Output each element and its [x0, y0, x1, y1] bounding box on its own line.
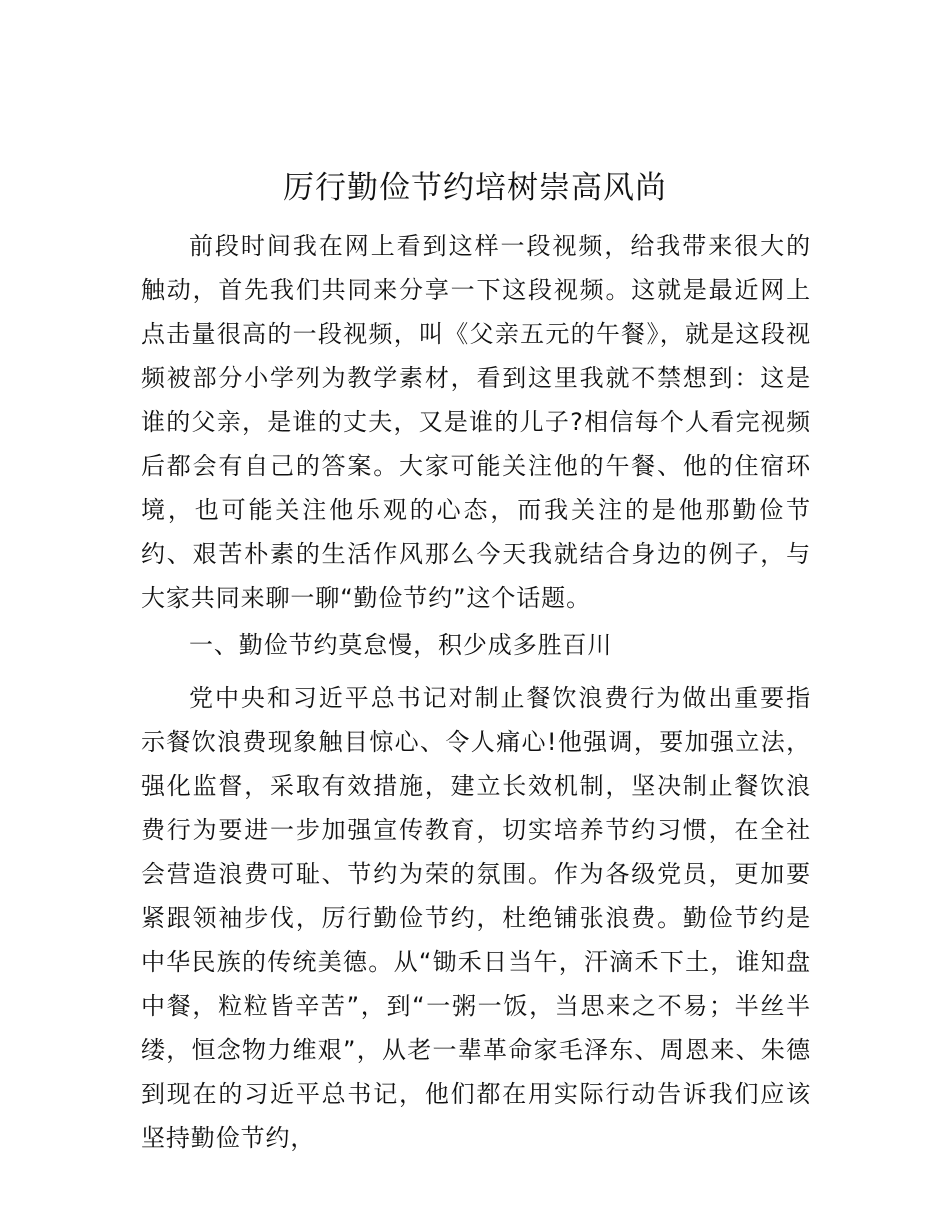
- document-title: 厉行勤俭节约培树崇高风尚: [283, 170, 667, 206]
- paragraph-intro: 前段时间我在网上看到这样一段视频，给我带来很大的触动，首先我们共同来分享一下这段视频。这就是最近网上点击量很高的一段视频，叫《父亲五元的午餐》，就是这段视频被部分小学列为教学素材，看到这里我就不禁想到：这是谁的父亲，是谁的丈夫，又是谁的儿子?相信每个人看完视频后都会有自己的答案。大家可能关注他的午餐、他的住宿环境，也可能关注他乐观的心态，而我关注的是他那勤俭节约、艰苦朴素的生活作风那么今天我就结合身边的例子，与大家共同来聊一聊“勤俭节约”这个话题。: [141, 232, 811, 612]
- section-heading-1: 一、勤俭节约莫怠慢，积少成多胜百川: [189, 631, 613, 659]
- paragraph-section-1: 党中央和习近平总书记对制止餐饮浪费行为做出重要指示餐饮浪费现象触目惊心、令人痛心!他强调，要加强立法，强化监督，采取有效措施，建立长效机制，坚决制止餐饮浪费行为要进一步加强宣传教育，切实培养节约习惯，在全社会营造浪费可耻、节约为荣的氛围。作为各级党员，更加要紧跟领袖步伐，厉行勤俭节约，杜绝铺张浪费。勤俭节约是中华民族的传统美德。从“锄禾日当午，汗滴禾下土，谁知盘中餐，粒粒皆辛苦”，到“一粥一饭，当思来之不易；半丝半缕，恒念物力维艰”，从老一辈革命家毛泽东、周恩来、朱德到现在的习近平总书记，他们都在用实际行动告诉我们应该坚持勤俭节约，: [141, 684, 811, 1152]
